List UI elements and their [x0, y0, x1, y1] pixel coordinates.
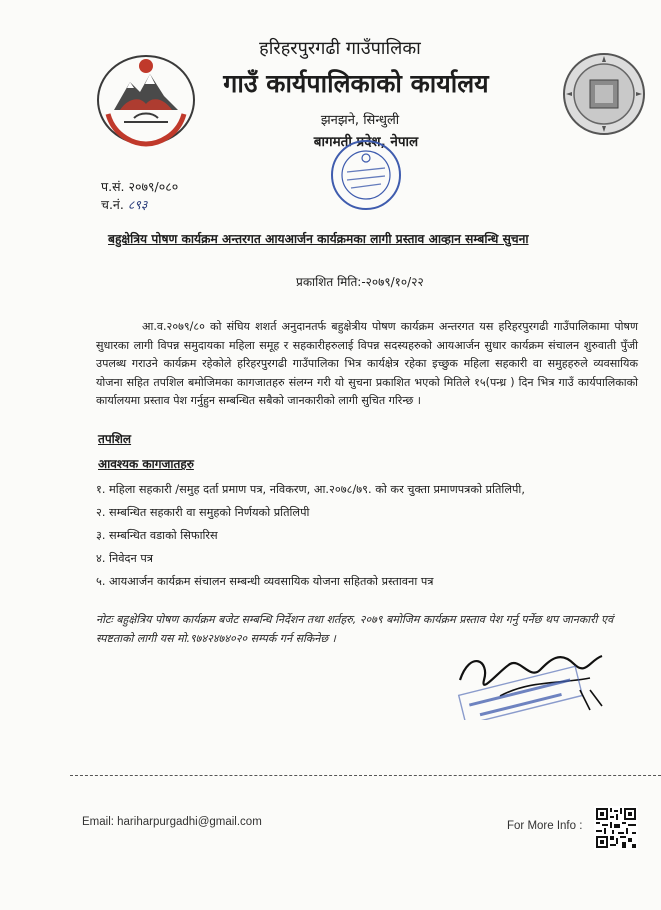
required-docs-heading: आवश्यक कागजातहरु [98, 457, 194, 471]
fiscal-year-value: २०७९/०८० [128, 179, 179, 194]
municipality-seal-icon [562, 52, 646, 136]
footer-more-info: For More Info : [507, 820, 583, 832]
required-docs-list [96, 478, 616, 593]
nepal-emblem-icon [94, 52, 198, 148]
tapsil-heading: तपशिल [98, 432, 132, 446]
signature-icon [440, 640, 620, 720]
municipality-name: हरिहरपुरगढी गाउँपालिका [259, 38, 421, 59]
office-stamp-icon [329, 138, 403, 212]
qr-code-icon [594, 806, 638, 850]
list-item: २. सम्बन्धित सहकारी वा समुहको निर्णयको प्रतिलिपी [96, 506, 310, 519]
notice-body: आ.व.२०७९/८० को संघिय शशर्त अनुदानतर्फ बहुक्षेत्रीय पोषण कार्यक्रम अन्तरगत यस हरिहरपुरगढी गाउँपालिकामा पोषण सुधारका लागी विपन्न समुदायका महिला समूह र सहकारीहरुलाई विपन्न सदस्यहरुको आयआर्जन सुधार कार्यक्रम संचालन शुरुवाती पुँजी उपलब्ध गराउने कार्यक्रम रहेकोले हरिहरपुरगढी गाउँपालिका भित्र कार्यक्षेत्र रहेका इच्छुक महिला सहकारी वा समुहहरुले व्यवसायिक योजना सहित तपशिल बमोजिमका कागजातहरु संलग्न गरी यो सुचना प्रकाशित भएको मितिले १५(पन्ध्र ) दिन भित्र गाउँ कार्यपालिकाको कार्यालयमा प्रस्ताव पेश गर्नुहुन सम्बन्धित सबैको जानकारीको लागी सुचित गरिन्छ । [96, 320, 638, 408]
footer-divider [70, 775, 661, 776]
office-name: गाउँ कार्यपालिकाको कार्यालय [223, 69, 489, 98]
list-item: ५. आयआर्जन कार्यक्रम संचालन सम्बन्धी व्यवसायिक योजना सहितको प्रस्तावना पत्र [96, 575, 434, 588]
note-text: नोटः बहुक्षेत्रिय पोषण कार्यक्रम बजेट सम्बन्धि निर्देशन तथा शर्तहरु, २०७९ बमोजिम कार्यक्रम प्रस्ताव पेश गर्नु पर्नेछ थप जानकारी एवं स्पष्टताको लागी यस मो.९७४२४७४०२० सम्पर्क गर्न सकिनेछ । [96, 613, 614, 645]
notice-subject: बहुक्षेत्रिय पोषण कार्यक्रम अन्तरगत आयआर्जन कार्यक्रमका लागी प्रस्ताव आव्हान सम्बन्धि सुचना [108, 232, 529, 246]
footer-email: Email: hariharpurgadhi@gmail.com [82, 816, 262, 828]
list-item: ३. सम्बन्धित वडाको सिफारिस [96, 529, 218, 542]
office-location: झनझने, सिन्धुली [320, 113, 400, 128]
list-item: १. महिला सहकारी /समुह दर्ता प्रमाण पत्र, नविकरण, आ.२०७८/७९. को कर चुक्ता प्रमाणपत्रको प्रतिलिपी, [96, 483, 525, 496]
dispatch-number-label: च.नं. [101, 197, 124, 212]
office-province: बागमती प्रदेश, नेपाल [313, 134, 419, 150]
dispatch-number-value: ८९३ [127, 197, 148, 212]
fiscal-year-label: प.सं. [101, 179, 125, 194]
published-date: प्रकाशित मिति:-२०७९/१०/२२ [296, 275, 424, 289]
list-item: ४. निवेदन पत्र [96, 552, 154, 565]
dispatch-number-ref [101, 196, 147, 213]
fiscal-year-ref [101, 178, 178, 195]
